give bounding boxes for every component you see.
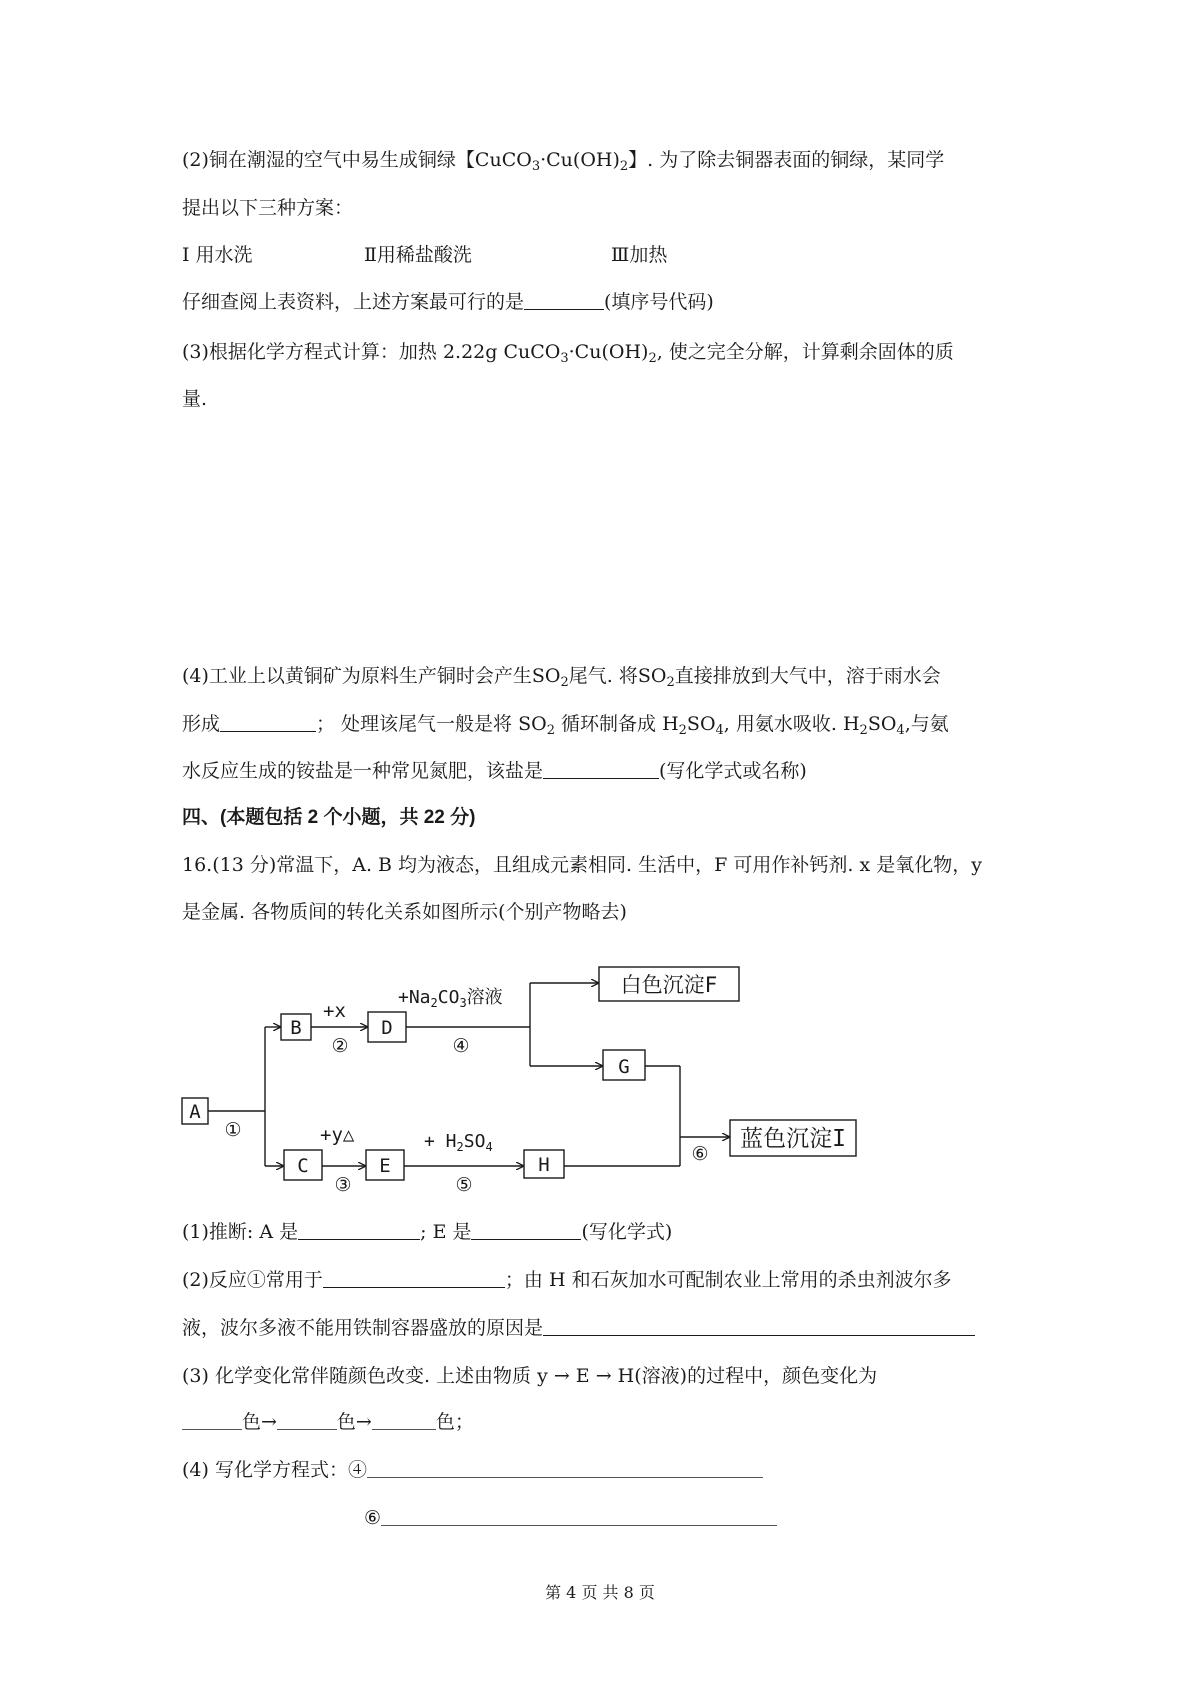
text: ⑥ bbox=[364, 1507, 382, 1529]
text: ·Cu(OH) bbox=[540, 149, 620, 171]
subscript: 3 bbox=[531, 159, 541, 174]
q16-sub1 bbox=[182, 1220, 672, 1244]
text: SO bbox=[867, 713, 897, 735]
page-footer: 第 4 页 共 8 页 bbox=[545, 1583, 655, 1602]
text: 形成 bbox=[182, 713, 221, 735]
answer-blank-A[interactable] bbox=[298, 1221, 420, 1240]
label-H: H bbox=[538, 1154, 550, 1176]
text: , 用氨水吸收. H bbox=[723, 713, 860, 735]
q15-part3-line2: 量. bbox=[182, 388, 208, 410]
subscript: 2 bbox=[666, 675, 675, 690]
text: 】. 为了除去铜器表面的铜绿，某同学 bbox=[628, 149, 945, 171]
text: (1)推断: A 是 bbox=[182, 1221, 299, 1243]
q15-part2-line2: 提出以下三种方案： bbox=[182, 197, 354, 219]
label-white-precipitate-F: 白色沉淀F bbox=[620, 973, 718, 997]
subscript: 3 bbox=[560, 351, 569, 366]
answer-blank[interactable] bbox=[367, 1459, 763, 1478]
label-B: B bbox=[290, 1017, 302, 1039]
q16-intro-line2: 是金属. 各物质间的转化关系如图所示(个别产物略去) bbox=[182, 901, 627, 923]
q16-sub2-line1 bbox=[182, 1268, 952, 1292]
subscript: 2 bbox=[678, 723, 687, 738]
reaction-1-label: ① bbox=[224, 1119, 242, 1141]
text: ；由 H 和石灰加水可配制农业上常用的杀虫剂波尔多 bbox=[504, 1269, 952, 1291]
answer-blank[interactable] bbox=[277, 1411, 337, 1430]
text: 色； bbox=[435, 1411, 474, 1433]
label-A: A bbox=[189, 1101, 201, 1123]
subscript: 4 bbox=[896, 723, 905, 738]
reaction-4-label: ④ bbox=[452, 1035, 470, 1057]
subscript: 2 bbox=[560, 675, 569, 690]
label-G: G bbox=[618, 1056, 630, 1078]
text: (写化学式) bbox=[581, 1221, 673, 1243]
subscript: 2 bbox=[859, 723, 868, 738]
option-1: Ⅰ 用水洗 bbox=[182, 244, 253, 266]
text: (3)根据化学方程式计算：加热 2.22g CuCO bbox=[182, 341, 561, 363]
section-heading: 四、(本题包括 2 个小题，共 22 分) bbox=[182, 807, 476, 828]
reaction-6-label: ⑥ bbox=[691, 1143, 709, 1165]
label-D: D bbox=[381, 1017, 393, 1039]
text: , 使之完全分解，计算剩余固体的质 bbox=[656, 341, 954, 363]
q16-sub2-line2 bbox=[182, 1316, 975, 1340]
answer-blank[interactable] bbox=[543, 1317, 975, 1336]
subscript: 2 bbox=[648, 351, 657, 366]
answer-blank[interactable] bbox=[381, 1507, 777, 1526]
reaction-5-label: ⑤ bbox=[455, 1174, 473, 1196]
subscript: 2 bbox=[546, 723, 555, 738]
text: (填序号代码) bbox=[604, 291, 714, 313]
answer-blank-E[interactable] bbox=[471, 1221, 581, 1240]
q16-sub4-line2 bbox=[364, 1506, 777, 1530]
q16-sub3-line2 bbox=[182, 1410, 474, 1434]
answer-blank[interactable] bbox=[182, 1411, 242, 1430]
text: 循环制备成 H bbox=[554, 713, 679, 735]
text: 水反应生成的铵盐是一种常见氮肥，该盐是 bbox=[182, 760, 544, 782]
reagent-plus-x: +x bbox=[323, 1000, 346, 1022]
q16-intro-line1: 16.(13 分)常温下，A. B 均为液态，且组成元素相同. 生活中，F 可用作补钙剂. x 是氧化物，y bbox=[182, 854, 982, 876]
text: 色→ bbox=[242, 1411, 277, 1433]
text: 直接排放到大气中，溶于雨水会 bbox=[674, 665, 941, 687]
reaction-3-label: ③ bbox=[334, 1174, 352, 1196]
answer-blank[interactable] bbox=[372, 1411, 436, 1430]
text: (2)铜在潮湿的空气中易生成铜绿【CuCO bbox=[182, 149, 532, 171]
text: (写化学式或名称) bbox=[659, 760, 807, 782]
text: 色→ bbox=[336, 1411, 372, 1433]
text: 仔细查阅上表资料，上述方案最可行的是 bbox=[182, 291, 525, 313]
reagent-plus-y-heat: +y△ bbox=[320, 1124, 355, 1146]
label-C: C bbox=[297, 1155, 309, 1177]
reagent-na2co3: $+Na_2CO_3$溶液 bbox=[398, 987, 503, 1010]
text: ,与氨 bbox=[904, 713, 949, 735]
answer-blank[interactable] bbox=[323, 1269, 505, 1288]
option-3: Ⅲ加热 bbox=[611, 244, 668, 266]
label-blue-precipitate-I: 蓝色沉淀I bbox=[740, 1126, 846, 1152]
text: (4) 写化学方程式：④ bbox=[182, 1459, 367, 1481]
q16-sub4-line1 bbox=[182, 1458, 763, 1482]
option-2: Ⅱ用稀盐酸洗 bbox=[364, 244, 472, 266]
text: 液，波尔多液不能用铁制容器盛放的原因是 bbox=[182, 1317, 544, 1339]
reagent-h2so4: + $H_2SO_4$ bbox=[424, 1131, 493, 1154]
text: (4)工业上以黄铜矿为原料生产铜时会产生SO bbox=[182, 665, 561, 687]
text: ·Cu(OH) bbox=[568, 341, 649, 363]
text: ; E 是 bbox=[420, 1221, 472, 1243]
text: SO bbox=[686, 713, 716, 735]
label-E: E bbox=[379, 1155, 391, 1177]
subscript: 4 bbox=[715, 723, 724, 738]
subscript: 2 bbox=[619, 159, 629, 174]
text: ； 处理该尾气一般是将 SO bbox=[316, 713, 547, 735]
reaction-2-label: ② bbox=[331, 1035, 349, 1057]
text: 尾气. 将SO bbox=[568, 665, 667, 687]
text: (2)反应①常用于 bbox=[182, 1269, 323, 1291]
q16-sub3-line1: (3) 化学变化常伴随颜色改变. 上述由物质 y → E → H(溶液)的过程中，颜色变化为 bbox=[182, 1365, 878, 1387]
